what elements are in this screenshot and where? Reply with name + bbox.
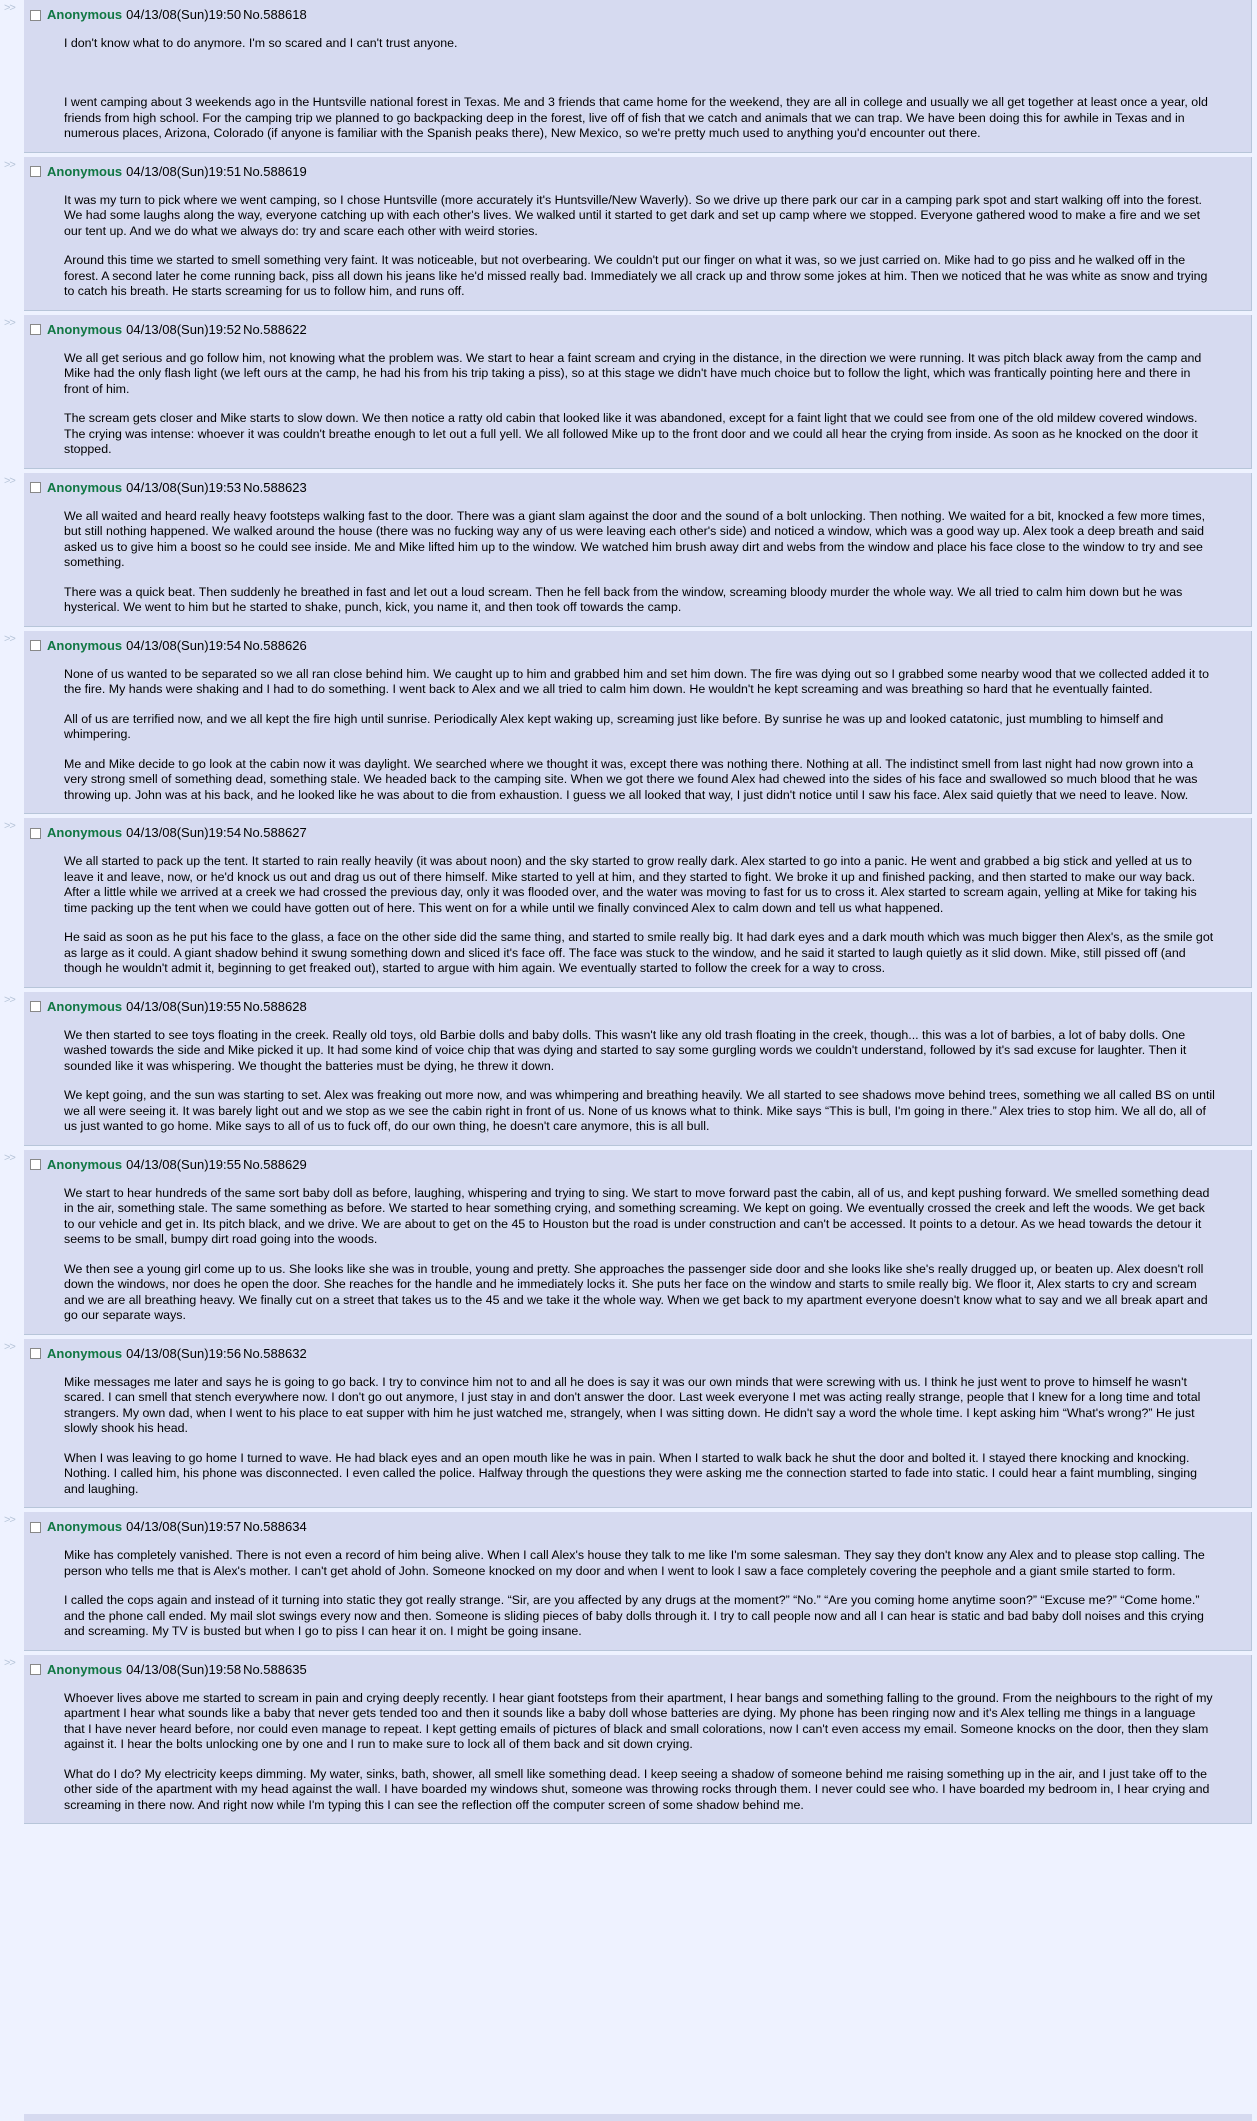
post-datetime: 04/13/08(Sun)19:50	[126, 7, 242, 22]
delete-checkbox[interactable]	[30, 1664, 41, 1675]
post-paragraph: We start to hear hundreds of the same sort baby doll as before, laughing, whispering and trying to sing. We start to move forward past the cabin, all of us, and kept pushing forward. We smelled something dead in the air, something stale. The same something as before. We started to hear something crying, and something screaming. We kept on going. We eventually crossed the creek and left the woods. We get back to our vehicle and get in. Its pitch black, and we drive. We are about to get on the 45 to Houston but the road is under construction and can't be accessed. It points to a detour. As we head towards the detour it seems to be small, bumpy dirt road going into the woods.	[64, 1185, 1210, 1246]
delete-checkbox[interactable]	[30, 1159, 41, 1170]
reply-arrows: >>	[4, 1151, 15, 1164]
next-post-edge	[24, 2114, 1252, 2121]
post-paragraph: Me and Mike decide to go look at the cabin now it was daylight. We searched where we thought it was, except there was nothing there. Nothing at all. The indistinct smell from last night had now grown into a very strong smell of something dead, something stale. We headed back to the camping site. When we got there we found Alex had chewed into the sides of his face and swallowed so much blood that he was throwing up. John was at his back, and he looked like he was about to die from exhaustion. I guess we all looked that way, I just didn't notice until I saw his face. Alex said quietly that we need to leave. Now.	[64, 756, 1198, 802]
post-body	[30, 1174, 1241, 1324]
reply-container	[0, 631, 1257, 815]
delete-checkbox[interactable]	[30, 640, 41, 651]
reply-post	[24, 473, 1252, 627]
post-number[interactable]: No.588629	[243, 1156, 307, 1172]
post-paragraph: It was my turn to pick where we went camping, so I chose Huntsville (more accurately it's Huntsville/New Waverly). So we drive up there park our car in a camping park spot and start walking off into the forest. We had some laughs along the way, everyone catching up with each other's lives. We walked until it started to get dark and set up camp where we stopped. Everyone gathered wood to make a fire and we set our tent up. And we do what we always do: try and scare each other with weird stories.	[64, 192, 1202, 238]
poster-name: Anonymous	[47, 1156, 123, 1172]
reply-arrows: >>	[4, 1340, 15, 1353]
post-paragraph	[64, 66, 1217, 82]
post-datetime: 04/13/08(Sun)19:52	[126, 321, 242, 337]
post-header	[30, 1661, 1241, 1679]
delete-checkbox[interactable]	[30, 1001, 41, 1012]
reply-post	[24, 1150, 1252, 1335]
reply-arrows: >>	[4, 820, 15, 832]
post-body	[30, 181, 1241, 300]
post-paragraph: We kept going, and the sun was starting to set. Alex was freaking out more now, and was whimpering and breathing heavily. We all started to see shadows move behind trees, something we all called BS on until we all were seeing it. It was barely light out and we stop as we see the cabin right in front of us. None of us knows what to think. Mike says “This is bull, I'm going in there.” Alex tries to stop him. We all do, all of us just wanted to go home. Mike says to all of us to fuck off, do our own thing, he doesn't care anymore, this is all bull.	[64, 1088, 1215, 1133]
post-header	[30, 1518, 1241, 1536]
reply-container	[0, 1339, 1257, 1509]
post-body	[30, 497, 1241, 616]
reply-post	[24, 631, 1252, 815]
reply-container	[0, 1655, 1257, 1825]
post-paragraph: The scream gets closer and Mike starts to slow down. We then notice a ratty old cabin that looked like it was abandoned, except for a faint light that we could see from one of the old mildew covered windows. The crying was intense: whoever it was couldn't breathe enough to let out a full yell. We all followed Mike up to the front door and we could all hear the crying from inside. As soon as he knocked on the door it stopped.	[64, 411, 1198, 456]
reply-container	[0, 157, 1257, 311]
reply-post	[24, 1655, 1252, 1825]
reply-post	[24, 1512, 1252, 1651]
post-body	[30, 1363, 1241, 1498]
post-body	[30, 1016, 1241, 1135]
post-number[interactable]: No.588623	[243, 479, 307, 495]
reply-arrows: >>	[4, 993, 15, 1006]
post-datetime: 04/13/08(Sun)19:57	[126, 1519, 242, 1534]
post-header	[30, 824, 1241, 842]
post-header	[30, 321, 1241, 339]
post-datetime: 04/13/08(Sun)19:55	[126, 1156, 242, 1172]
reply-arrows: >>	[4, 2, 15, 14]
reply-container	[0, 818, 1257, 988]
delete-checkbox[interactable]	[30, 10, 41, 21]
reply-container	[0, 473, 1257, 627]
delete-checkbox[interactable]	[30, 482, 41, 493]
post-datetime: 04/13/08(Sun)19:56	[126, 1345, 242, 1361]
poster-name: Anonymous	[47, 1345, 123, 1361]
post-paragraph: I don't know what to do anymore. I'm so scared and I can't trust anyone.	[64, 36, 458, 50]
post-paragraph: Mike has completely vanished. There is not even a record of him being alive. When I call Alex's house they talk to me like I'm some salesman. They say they don't know any Alex and to please stop calling. The person who tells me that is Alex's mother. I can't get ahold of John. Someone knocked on my door and when I went to look I saw a face completely covering the peephole and a giant smile started to form.	[64, 1548, 1205, 1578]
poster-name: Anonymous	[47, 7, 123, 22]
reply-post	[24, 1339, 1252, 1509]
reply-container	[0, 315, 1257, 469]
post-header	[30, 1156, 1241, 1174]
poster-name: Anonymous	[47, 637, 123, 653]
post-body	[30, 842, 1241, 977]
reply-container	[0, 1512, 1257, 1651]
post-header	[30, 998, 1241, 1016]
post-body	[30, 655, 1241, 804]
post-paragraph: What do I do? My electricity keeps dimming. My water, sinks, bath, shower, all smell like something dead. I keep seeing a shadow of someone behind me raising something up in the air, and I just take off to the other side of the apartment with my head against the wall. I have boarded my windows shut, someone was throwing rocks through them. I never could see who. I have boarded my bedroom in, I hear crying and screaming in there now. And right now while I'm typing this I can see the reflection off the computer screen of some shadow behind me.	[64, 1766, 1210, 1812]
post-datetime: 04/13/08(Sun)19:54	[126, 637, 242, 653]
post-header	[30, 6, 1241, 24]
post-number[interactable]: No.588634	[243, 1519, 307, 1534]
post-datetime: 04/13/08(Sun)19:53	[126, 479, 242, 495]
poster-name: Anonymous	[47, 321, 123, 337]
post-datetime: 04/13/08(Sun)19:51	[126, 163, 242, 179]
post-paragraph: We all waited and heard really heavy footsteps walking fast to the door. There was a giant slam against the door and the sound of a bolt unlocking. Then nothing. We waited for a bit, knocked a few more times, but still nothing happened. We walked around the house (there was no fucking way any of us were leaving each other's side) and noticed a window, which was a good way up. Alex took a deep breath and said asked us to give him a boost so he could see inside. Me and Mike lifted him up to the window. We watched him brush away dirt and webs from the window and place his face close to the window to try and see something.	[64, 508, 1206, 569]
post-datetime: 04/13/08(Sun)19:58	[126, 1661, 242, 1677]
delete-checkbox[interactable]	[30, 324, 41, 335]
post-paragraph: When I was leaving to go home I turned to wave. He had black eyes and an open mouth like he was in pain. When I started to walk back he shut the door and bolted it. I stayed there knocking and knocking. Nothing. I called him, his phone was disconnected. I even called the police. Halfway through the questions they were asking me the connection started to fade into static. I could hear a faint mumbling, singing and laughing.	[64, 1450, 1198, 1496]
post-datetime: 04/13/08(Sun)19:54	[126, 825, 242, 840]
post-paragraph: Mike messages me later and says he is going to go back. I try to convince him not to and all he does is say it was our own minds that were screwing with us. I think he just went to prove to himself he wasn't scared. I can smell that stench everywhere now. I don't go out anymore, I just stay in and don't answer the door. Last week everyone I met was acting really strange, people that I knew for a long time and total strangers. My own dad, when I went to his place to eat supper with him he just watched me, strangely, when I was sitting down. He didn't say a word the whole time. I kept asking him “What's wrong?” He just slowly shook his head.	[64, 1374, 1201, 1435]
post-header	[30, 637, 1241, 655]
post-number[interactable]: No.588632	[243, 1345, 307, 1361]
reply-post	[24, 818, 1252, 988]
post-number[interactable]: No.588635	[243, 1661, 307, 1677]
post-number[interactable]: No.588626	[243, 637, 307, 653]
post-number[interactable]: No.588622	[243, 321, 307, 337]
delete-checkbox[interactable]	[30, 1348, 41, 1359]
post-number[interactable]: No.588618	[243, 7, 307, 22]
post-paragraph: We then see a young girl come up to us. She looks like she was in trouble, young and pretty. She approaches the passenger side door and she looks like she's really drugged up, or beaten up. Alex doesn't roll down the windows, nor does he open the door. She reaches for the handle and he immediately locks it. She puts her face on the window and starts to smile really big. We floor it, Alex starts to cry and scream and we are all breathing heavy. We finally cut on a street that takes us to the 45 and we take it the whole way. When we get back to my apartment everyone doesn't know what to say and we all break apart and go our separate ways.	[64, 1261, 1208, 1322]
post-header	[30, 163, 1241, 181]
poster-name: Anonymous	[47, 479, 123, 495]
post-paragraph: I went camping about 3 weekends ago in the Huntsville national forest in Texas. Me and 3 friends that came home for the weekend, they are all in college and usually we all get together at least once a year, old friends from high school. For the camping trip we planned to go backpacking deep in the forest, live off of fish that we catch and animals that we can trap. We have been doing this for awhile in Texas and in numerous places, Arizona, Colorado (if anyone is familiar with the Spanish peaks there), New Mexico, so we're pretty much used to anything you'd encounter out there.	[64, 95, 1208, 140]
post-paragraph: Whoever lives above me started to scream in pain and crying deeply recently. I hear giant footsteps from their apartment, I hear bangs and something falling to the ground. From the neighbours to the right of my apartment I hear what sounds like a baby that never gets tended too and then it sounds like a baby doll whose batteries are dying. My phone has been ringing now and it's Alex telling me things in a language that I have never heard before, nor could even manage to repeat. I kept getting emails of pictures of black and small colorations, now I can't even access my email. Someone knocks on the door, then they slam against it. I hear the bolts unlocking one by one and I run to make sure to lock all of them back and sit down crying.	[64, 1690, 1213, 1751]
post-paragraph: I called the cops again and instead of it turning into static they got really strange. “Sir, are you affected by any drugs at the moment?” “No.” “Are you coming home anytime soon?” “Excuse me?” “Come home.” and the phone call ended. My mail slot swings every now and then. Someone is sliding pieces of baby dolls through it. I try to call people now and all I can hear is static and bad baby doll noises and this crying and screaming. My TV is busted but when I go to piss I can hear it on. I might be going insane.	[64, 1593, 1204, 1638]
poster-name: Anonymous	[47, 1661, 123, 1677]
post-number[interactable]: No.588628	[243, 998, 307, 1014]
reply-arrows: >>	[4, 1514, 15, 1526]
reply-post	[24, 0, 1252, 153]
reply-container	[0, 992, 1257, 1146]
reply-post	[24, 992, 1252, 1146]
post-number[interactable]: No.588627	[243, 825, 307, 840]
post-paragraph: He said as soon as he put his face to the glass, a face on the other side did the same thing, and started to smile really big. It had dark eyes and a dark mouth which was much bigger then Alex's, as the smile got as large as it could. A giant shadow behind it swung something down and sliced it's face off. The face was stuck to the window, and he said it started to laugh quietly as it slid down. Mike, still pissed off (and though he wouldn't admit it, beginning to get freaked out), started to argue with him again. We eventually started to follow the creek for a way to cross.	[64, 930, 1214, 975]
post-body	[30, 1679, 1241, 1814]
post-datetime: 04/13/08(Sun)19:55	[126, 998, 242, 1014]
reply-arrows: >>	[4, 474, 15, 487]
post-number[interactable]: No.588619	[243, 163, 307, 179]
post-paragraph: None of us wanted to be separated so we all ran close behind him. We caught up to him and grabbed him and set him down. The fire was dying out so I grabbed some nearby wood that we collected added it to the fire. My hands were shaking and I had to do something. I went back to Alex and we all tried to calm him down. He wouldn't he kept screaming and was breathing so hard that he eventually fainted.	[64, 666, 1209, 696]
post-paragraph: Around this time we started to smell something very faint. It was noticeable, but not overbearing. We couldn't put our finger on what it was, so we just carried on. Mike had to go piss and he walked off in the forest. A second later he come running back, piss all down his jeans like he'd missed really bad. Immediately we all crack up and throw some jokes at him. Then we noticed that he was white as snow and trying to catch his breath. He starts screaming for us to follow him, and runs off.	[64, 253, 1208, 298]
post-paragraph: There was a quick beat. Then suddenly he breathed in fast and let out a loud scream. Then he fell back from the window, screaming bloody murder the whole way. We all tried to calm him down but he was hysterical. We went to him but he started to shake, punch, kick, you name it, and then took off towards the camp.	[64, 584, 1183, 614]
delete-checkbox[interactable]	[30, 166, 41, 177]
reply-arrows: >>	[4, 632, 15, 645]
poster-name: Anonymous	[47, 1519, 123, 1534]
reply-post	[24, 315, 1252, 469]
poster-name: Anonymous	[47, 998, 123, 1014]
reply-arrows: >>	[4, 1656, 15, 1669]
post-header	[30, 479, 1241, 497]
post-body	[30, 24, 1241, 142]
delete-checkbox[interactable]	[30, 1522, 41, 1533]
poster-name: Anonymous	[47, 163, 123, 179]
reply-arrows: >>	[4, 158, 15, 171]
reply-post	[24, 157, 1252, 311]
delete-checkbox[interactable]	[30, 828, 41, 839]
reply-container	[0, 0, 1257, 153]
poster-name: Anonymous	[47, 825, 123, 840]
post-paragraph: We all started to pack up the tent. It started to rain really heavily (it was about noon) and the sky started to grow really dark. Alex started to go into a panic. He went and grabbed a big stick and yelled at us to leave it and leave, now, or he'd knock us out and drag us out of there himself. Mike started to yell at him, and they started to fight. We broke it up and finished packing, and then started to make our way back. After a little while we arrived at a creek we had crossed the previous day, only it was flooded over, and the water was moving to fast for us to cross it. Alex started to scream again, yelling at Mike for taking his time packing up the tent when we could have gotten out of here. This went on for a while until we finally convinced Alex to calm down and tell us what happened.	[64, 854, 1197, 915]
post-paragraph: All of us are terrified now, and we all kept the fire high until sunrise. Periodically Alex kept waking up, screaming just like before. By sunrise he was up and looked catatonic, just mumbling to himself and whimpering.	[64, 711, 1164, 741]
reply-container	[0, 1150, 1257, 1335]
post-paragraph: We all get serious and go follow him, not knowing what the problem was. We start to hear a faint scream and crying in the distance, in the direction we were running. It was pitch black away from the camp and Mike had the only flash light (we left ours at the camp, he had his from his trip taking a piss), so at this stage we didn't have much choice but to follow the light, which was frantically pointing here and there in front of him.	[64, 350, 1202, 396]
post-body	[30, 339, 1241, 458]
post-body	[30, 1536, 1241, 1640]
post-header	[30, 1345, 1241, 1363]
post-paragraph: We then started to see toys floating in the creek. Really old toys, old Barbie dolls and baby dolls. This wasn't like any old trash floating in the creek, though... this was a lot of barbies, a lot of baby dolls. One washed towards the side and Mike picked it up. It had some kind of voice chip that was dying and started to say some gurgling words we couldn't understand, followed by it's sad excuse for laughter. Then it sounded like it was whispering. We thought the batteries must be dying, he threw it down.	[64, 1027, 1187, 1073]
reply-arrows: >>	[4, 316, 15, 329]
